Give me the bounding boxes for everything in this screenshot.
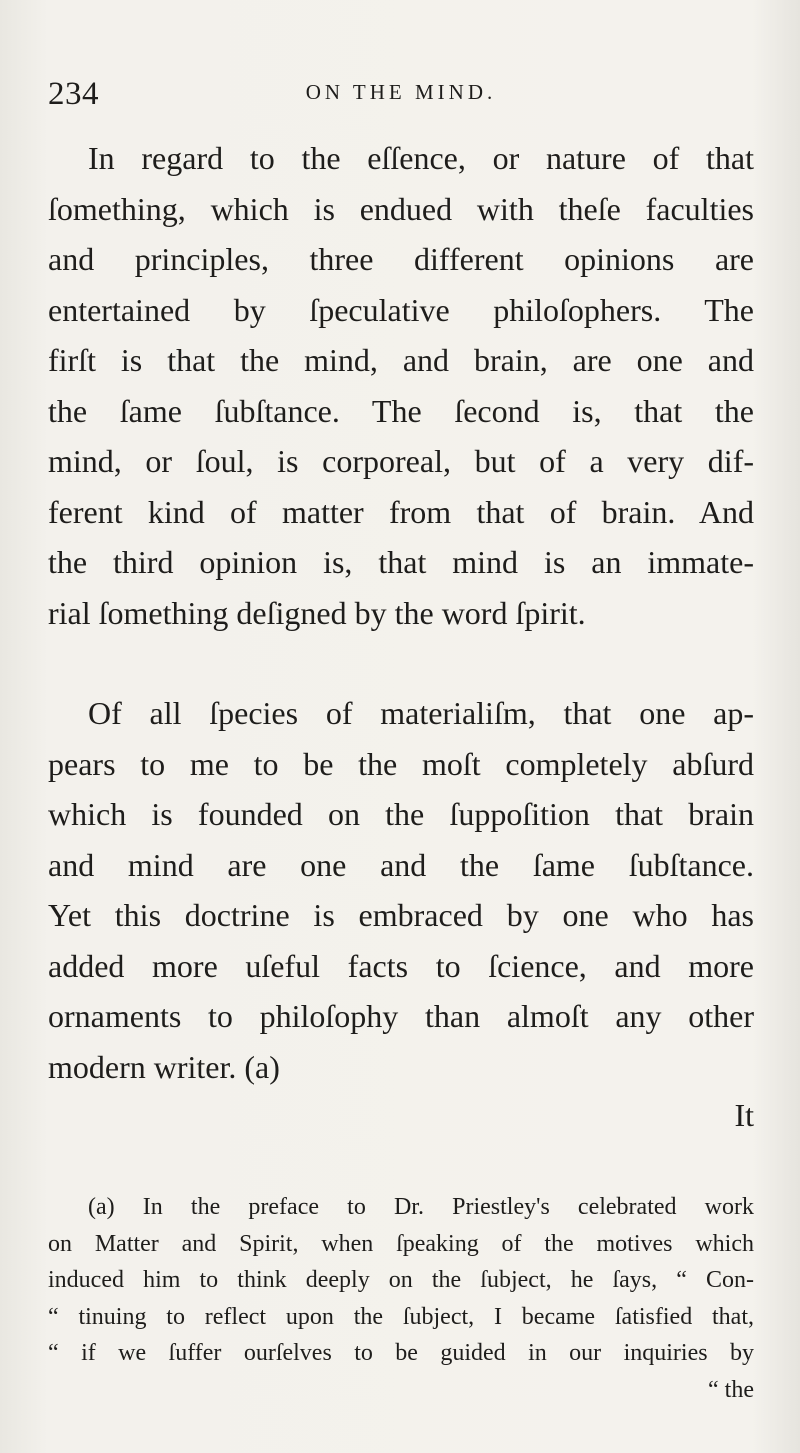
text-line: mind, or ſoul, is corporeal, but of a very dif-	[48, 443, 754, 479]
page-number: 234	[48, 76, 99, 112]
footnote-line: (a) In the preface to Dr. Priestley's celebrated work	[88, 1194, 754, 1220]
text-line: the third opinion is, that mind is an immate-	[48, 544, 754, 580]
page-header	[48, 72, 754, 112]
text-line: ornaments to philoſophy than almoſt any other	[48, 998, 754, 1034]
body-text	[48, 133, 754, 1092]
footnote-line: on Matter and Spirit, when ſpeaking of the motives which	[48, 1230, 754, 1257]
text-line: In regard to the eſſence, or nature of that	[88, 140, 754, 176]
text-line: pears to me to be the moſt completely abſurd	[48, 745, 754, 782]
text-line: Yet this doctrine is embraced by one who has	[48, 897, 754, 933]
text-line: ſomething, which is endued with theſe faculties	[48, 190, 754, 227]
text-line: added more uſeful facts to ſcience, and more	[48, 947, 754, 984]
text-line: ferent kind of matter from that of brain. And	[48, 493, 754, 530]
footnote-line: “ if we ſuffer ourſelves to be guided in our inquiries by	[48, 1340, 754, 1366]
catchword: It	[734, 1097, 754, 1133]
footnote-line: induced him to think deeply on the ſubject, he ſays, “ Con-	[48, 1267, 754, 1293]
paragraph-2	[48, 688, 754, 1092]
running-head: ON THE MIND.	[305, 80, 497, 104]
text-line: firſt is that the mind, and brain, are one and	[48, 342, 754, 378]
text-line: and principles, three different opinions are	[48, 241, 754, 277]
text-line: which is founded on the ſuppoſition that brain	[48, 796, 754, 832]
text-line: modern writer. (a)	[48, 1048, 280, 1085]
paragraph-1	[48, 133, 754, 638]
footnote-line: “ the	[708, 1376, 754, 1403]
text-line: rial ſomething deſigned by the word ſpirit.	[48, 594, 586, 631]
text-line: the ſame ſubſtance. The ſecond is, that the	[48, 392, 754, 429]
footnote-line: “ tinuing to reflect upon the ſubject, I became ſatisfied that,	[48, 1303, 754, 1330]
text-line: and mind are one and the ſame ſubſtance.	[48, 846, 754, 883]
footnote	[48, 1189, 754, 1408]
text-line: Of all ſpecies of materialiſm, that one ap-	[88, 695, 754, 731]
text-line: entertained by ſpeculative philoſophers. The	[48, 291, 754, 328]
